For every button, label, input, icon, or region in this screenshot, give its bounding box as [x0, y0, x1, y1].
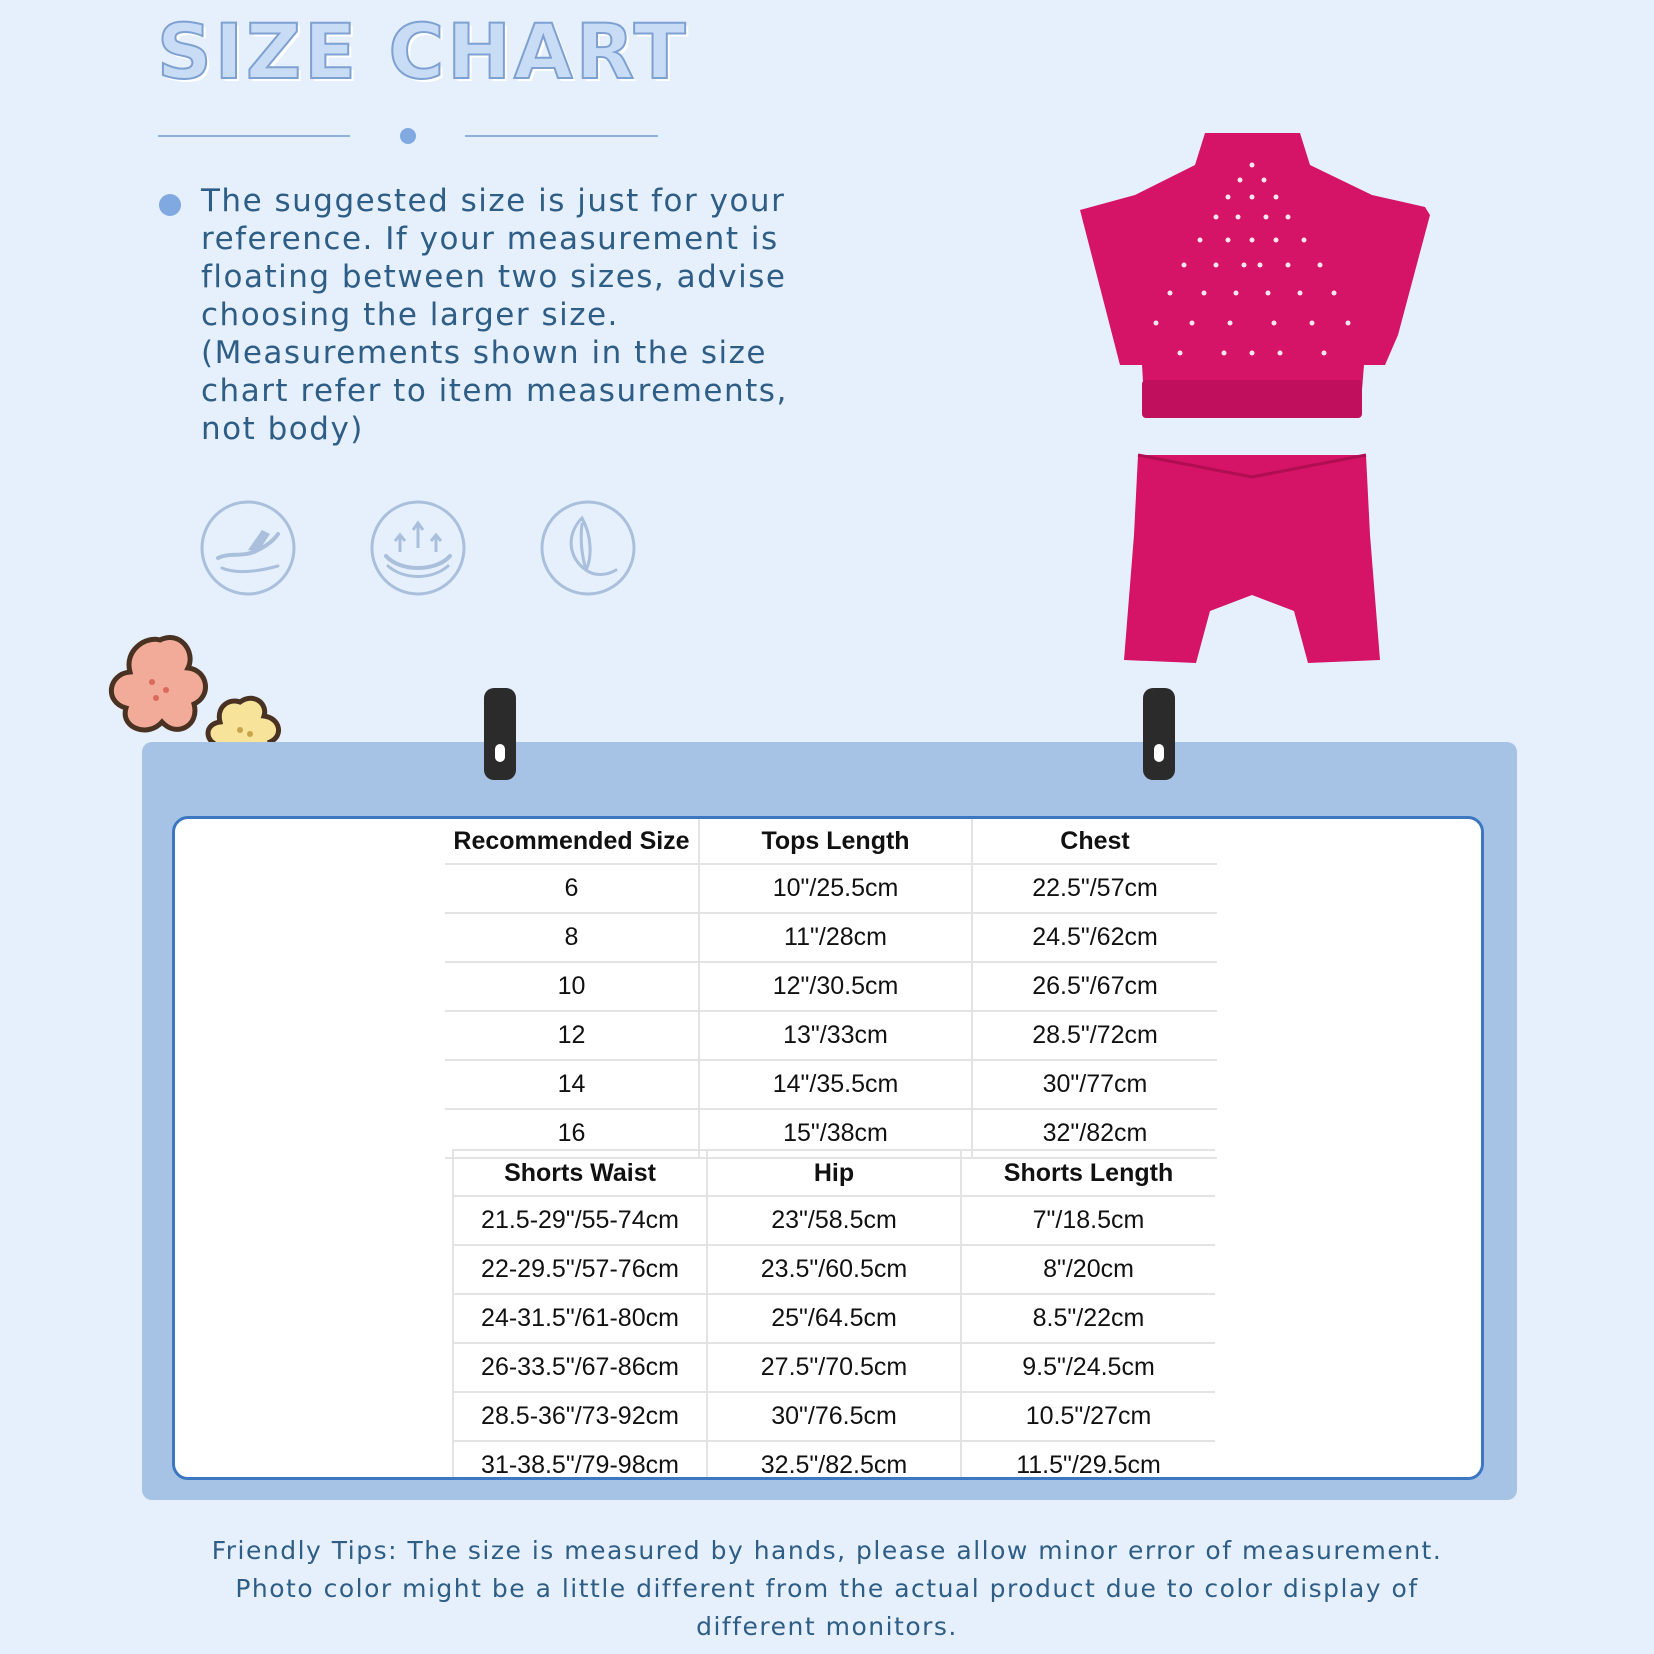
- page-title: SIZE CHART: [157, 7, 689, 96]
- table-cell: 8.5"/22cm: [961, 1294, 1215, 1343]
- feature-icons: [200, 500, 640, 600]
- table-row: [445, 1060, 1217, 1109]
- table-cell: 7"/18.5cm: [961, 1196, 1215, 1245]
- friendly-tips: Friendly Tips: The size is measured by hands, please allow minor error of measurement. Photo color might be a little different from the actual product due to color display of different monitors.: [211, 1536, 1443, 1641]
- stretch-arrows-icon: [370, 500, 466, 596]
- binder-clip-icon: [1143, 688, 1175, 780]
- table-cell: 10"/25.5cm: [699, 864, 972, 913]
- table-cell: 30"/76.5cm: [707, 1392, 961, 1441]
- table-cell: 32"/82cm: [972, 1109, 1217, 1158]
- tops-size-table: [445, 819, 1217, 1159]
- size-table-card: [172, 816, 1484, 1480]
- table-row: [445, 1011, 1217, 1060]
- title-divider: [158, 126, 658, 146]
- table-row: [453, 1343, 1215, 1392]
- table-cell: 26.5"/67cm: [972, 962, 1217, 1011]
- table-cell: 30"/77cm: [972, 1060, 1217, 1109]
- table-cell: 8"/20cm: [961, 1245, 1215, 1294]
- shorts-size-table: [452, 1149, 1215, 1480]
- table-cell: 6: [445, 864, 699, 913]
- table-row: [445, 962, 1217, 1011]
- table-cell: 26-33.5"/67-86cm: [453, 1343, 707, 1392]
- column-header: Tops Length: [699, 819, 972, 864]
- column-header: Recommended Size: [445, 819, 699, 864]
- table-cell: 12"/30.5cm: [699, 962, 972, 1011]
- table-row: [453, 1294, 1215, 1343]
- table-cell: 11.5"/29.5cm: [961, 1441, 1215, 1480]
- table-cell: 13"/33cm: [699, 1011, 972, 1060]
- table-cell: 12: [445, 1011, 699, 1060]
- column-header: Chest: [972, 819, 1217, 864]
- table-cell: 28.5-36"/73-92cm: [453, 1392, 707, 1441]
- table-cell: 8: [445, 913, 699, 962]
- dance-outfit-image: [1080, 125, 1430, 670]
- table-cell: 11"/28cm: [699, 913, 972, 962]
- soft-touch-hand-icon: [200, 500, 296, 596]
- table-cell: 22.5"/57cm: [972, 864, 1217, 913]
- lightweight-feather-icon: [540, 500, 636, 596]
- column-header: Shorts Waist: [453, 1150, 707, 1196]
- bullet-dot-icon: [159, 194, 181, 216]
- table-row: [453, 1196, 1215, 1245]
- table-cell: 27.5"/70.5cm: [707, 1343, 961, 1392]
- table-cell: 9.5"/24.5cm: [961, 1343, 1215, 1392]
- table-cell: 23.5"/60.5cm: [707, 1245, 961, 1294]
- table-row: [453, 1392, 1215, 1441]
- table-cell: 31-38.5"/79-98cm: [453, 1441, 707, 1480]
- table-row: [453, 1245, 1215, 1294]
- column-header: Shorts Length: [961, 1150, 1215, 1196]
- table-cell: 24.5"/62cm: [972, 913, 1217, 962]
- size-note: The suggested size is just for your reference. If your measurement is floating between two sizes, advise choosing the larger size. (Measurements shown in the size chart refer to item measurements, not body): [201, 183, 788, 447]
- table-cell: 15"/38cm: [699, 1109, 972, 1158]
- table-row: [445, 864, 1217, 913]
- table-cell: 14"/35.5cm: [699, 1060, 972, 1109]
- table-cell: 24-31.5"/61-80cm: [453, 1294, 707, 1343]
- table-cell: 28.5"/72cm: [972, 1011, 1217, 1060]
- binder-clip-icon: [484, 688, 516, 780]
- table-cell: 16: [445, 1109, 699, 1158]
- table-cell: 22-29.5"/57-76cm: [453, 1245, 707, 1294]
- table-row: [453, 1441, 1215, 1480]
- table-cell: 10.5"/27cm: [961, 1392, 1215, 1441]
- table-cell: 25"/64.5cm: [707, 1294, 961, 1343]
- table-cell: 21.5-29"/55-74cm: [453, 1196, 707, 1245]
- table-cell: 14: [445, 1060, 699, 1109]
- table-cell: 10: [445, 962, 699, 1011]
- table-cell: 23"/58.5cm: [707, 1196, 961, 1245]
- table-cell: 32.5"/82.5cm: [707, 1441, 961, 1480]
- table-row: [445, 913, 1217, 962]
- column-header: Hip: [707, 1150, 961, 1196]
